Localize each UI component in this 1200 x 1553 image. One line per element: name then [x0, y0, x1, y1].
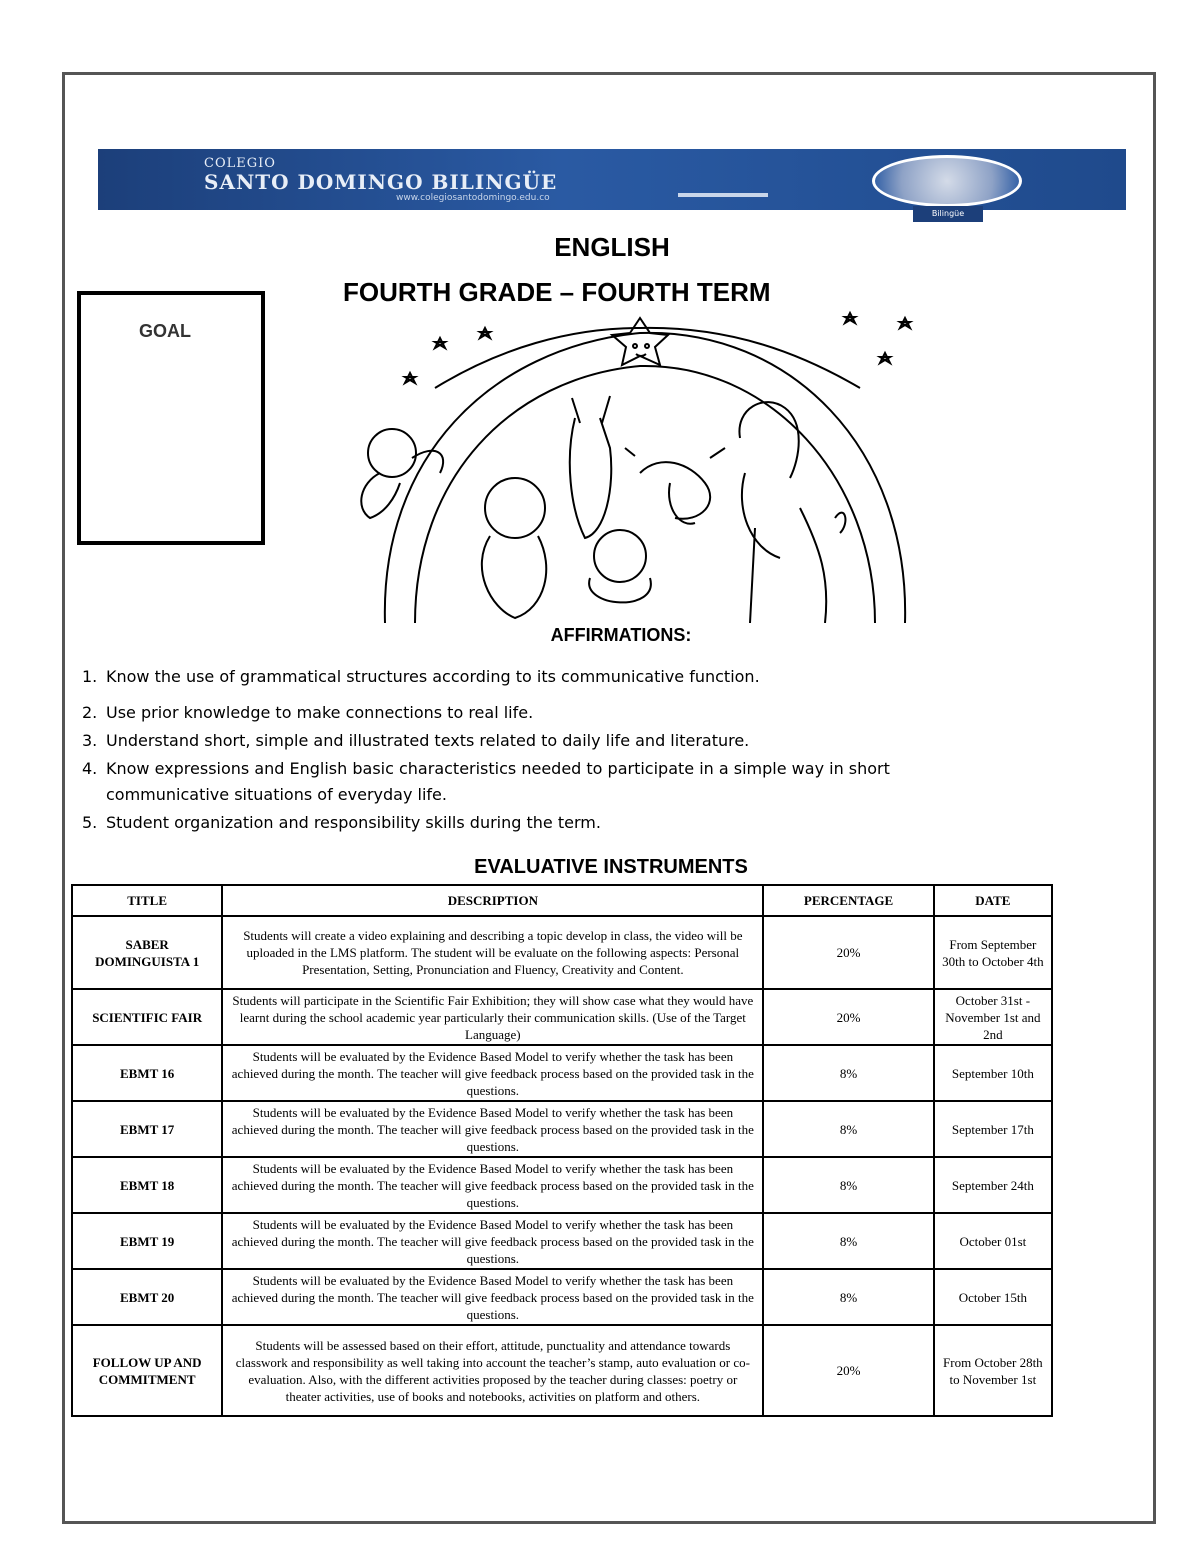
goal-label: GOAL — [139, 321, 191, 341]
row-percentage: 8% — [763, 1157, 933, 1213]
nativity-illustration — [340, 308, 930, 623]
row-description: Students will be evaluated by the Evidence Based Model to verify whether the task has been achieved during the month. The teacher will give feedback process based on the provided task in the questions. — [222, 1269, 763, 1325]
row-description: Students will be assessed based on their effort, attitude, punctuality and attendance towards classwork and responsibility as well taking into account the teacher’s stamp, auto evaluation or co-evaluation. Also, with the different activities proposed by the teacher during classes: poetry or theater activities, use of books and notebooks, activities on platform and others. — [222, 1325, 763, 1416]
list-number: 4. — [82, 759, 98, 778]
subject-title: ENGLISH — [554, 232, 670, 262]
row-title: FOLLOW UP AND COMMITMENT — [72, 1325, 222, 1416]
grade-term-title: FOURTH GRADE – FOURTH TERM — [343, 277, 771, 307]
row-title: SCIENTIFIC FAIR — [72, 989, 222, 1045]
row-date: September 24th — [934, 1157, 1052, 1213]
row-date: From October 28th to November 1st — [934, 1325, 1052, 1416]
seal-tag: Bilingüe — [913, 206, 983, 222]
row-percentage: 20% — [763, 916, 933, 989]
list-item — [82, 664, 982, 690]
row-date: October 31st - November 1st and 2nd — [934, 989, 1052, 1045]
list-number: 2. — [82, 703, 98, 722]
row-description: Students will be evaluated by the Evidence Based Model to verify whether the task has been achieved during the month. The teacher will give feedback process based on the provided task in the questions. — [222, 1101, 763, 1157]
row-date: From September 30th to October 4th — [934, 916, 1052, 989]
school-website: www.colegiosantodomingo.edu.co — [396, 193, 550, 203]
banner-ornament — [678, 193, 768, 197]
list-text: Know expressions and English basic characteristics needed to participate in a simple way in short communicative situations of everyday life. — [106, 759, 890, 804]
row-title: EBMT 19 — [72, 1213, 222, 1269]
list-item — [82, 756, 982, 808]
row-percentage: 20% — [763, 1325, 933, 1416]
table-row — [72, 1157, 1052, 1213]
list-number: 3. — [82, 731, 98, 750]
row-title: EBMT 16 — [72, 1045, 222, 1101]
goal-box — [77, 291, 265, 545]
row-date: October 01st — [934, 1213, 1052, 1269]
list-text: Understand short, simple and illustrated texts related to daily life and literature. — [106, 731, 750, 750]
row-title: EBMT 20 — [72, 1269, 222, 1325]
row-description: Students will be evaluated by the Evidence Based Model to verify whether the task has been achieved during the month. The teacher will give feedback process based on the provided task in the questions. — [222, 1213, 763, 1269]
table-row — [72, 1325, 1052, 1416]
column-header-title: TITLE — [72, 885, 222, 916]
row-title: SABER DOMINGUISTA 1 — [72, 916, 222, 989]
row-percentage: 20% — [763, 989, 933, 1045]
table-row — [72, 989, 1052, 1045]
row-description: Students will create a video explaining and describing a topic develop in class, the video will be uploaded in the LMS platform. The student will be evaluate on the following aspects: Personal Presentation, Setting, Pronunciation and Fluency, Creativity and Content. — [222, 916, 763, 989]
list-text: Know the use of grammatical structures according to its communicative function. — [106, 667, 760, 686]
column-header-percentage: PERCENTAGE — [763, 885, 933, 916]
affirmations-list — [82, 664, 982, 838]
column-header-description: DESCRIPTION — [222, 885, 763, 916]
affirmations-title: AFFIRMATIONS: — [550, 625, 692, 645]
evaluative-instruments-table — [71, 884, 1053, 1417]
row-percentage: 8% — [763, 1269, 933, 1325]
table-row — [72, 1213, 1052, 1269]
list-text: Use prior knowledge to make connections to real life. — [106, 703, 534, 722]
table-row — [72, 1269, 1052, 1325]
school-name-line1: COLEGIO — [204, 156, 276, 171]
row-date: September 10th — [934, 1045, 1052, 1101]
row-description: Students will be evaluated by the Evidence Based Model to verify whether the task has been achieved during the month. The teacher will give feedback process based on the provided task in the questions. — [222, 1045, 763, 1101]
row-description: Students will participate in the Scientific Fair Exhibition; they will show case what they would have learnt during the school academic year particularly their communication skills. (Use of the Target Language) — [222, 989, 763, 1045]
list-number: 1. — [82, 667, 98, 686]
list-number: 5. — [82, 813, 98, 832]
column-header-date: DATE — [934, 885, 1052, 916]
list-text: Student organization and responsibility skills during the term. — [106, 813, 601, 832]
row-title: EBMT 17 — [72, 1101, 222, 1157]
school-name — [204, 157, 557, 193]
list-item — [82, 728, 982, 754]
row-date: October 15th — [934, 1269, 1052, 1325]
list-item — [82, 700, 982, 726]
row-percentage: 8% — [763, 1045, 933, 1101]
school-name-line2: SANTO DOMINGO BILINGÜE — [204, 170, 558, 194]
list-item — [82, 810, 982, 836]
row-title: EBMT 18 — [72, 1157, 222, 1213]
table-header-row — [72, 885, 1052, 916]
table-row — [72, 916, 1052, 989]
school-seal-logo — [872, 155, 1022, 207]
row-date: September 17th — [934, 1101, 1052, 1157]
row-percentage: 8% — [763, 1213, 933, 1269]
evaluative-instruments-title: EVALUATIVE INSTRUMENTS — [474, 856, 748, 878]
table-row — [72, 1045, 1052, 1101]
row-percentage: 8% — [763, 1101, 933, 1157]
row-description: Students will be evaluated by the Evidence Based Model to verify whether the task has been achieved during the month. The teacher will give feedback process based on the provided task in the questions. — [222, 1157, 763, 1213]
table-row — [72, 1101, 1052, 1157]
